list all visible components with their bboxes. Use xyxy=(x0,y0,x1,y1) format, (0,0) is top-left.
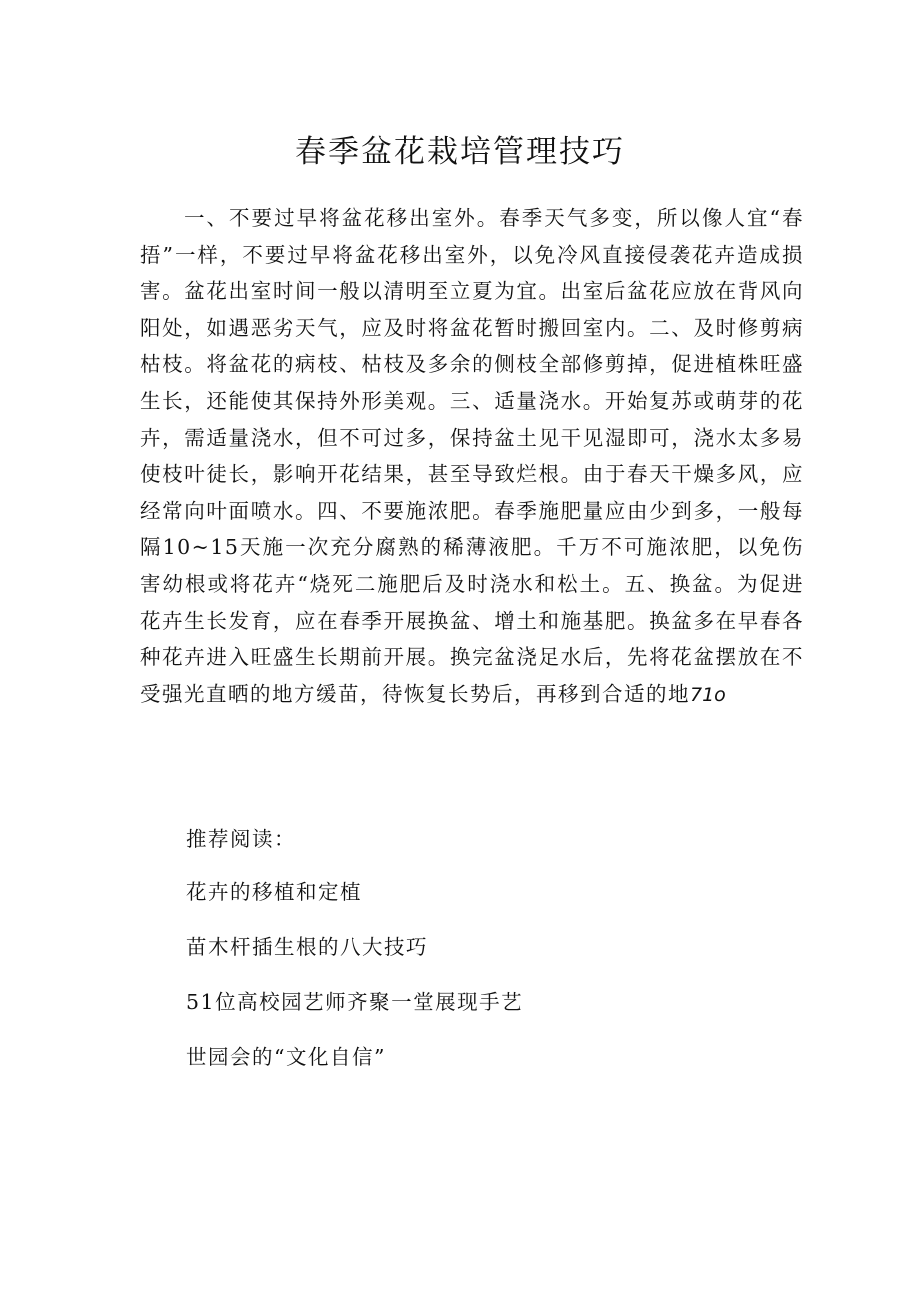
recommended-link-3[interactable]: 51位高校园艺师齐聚一堂展现手艺 xyxy=(186,990,524,1014)
recommended-heading: 推荐阅读： xyxy=(186,827,296,851)
article-body-tail: 71o xyxy=(690,683,726,706)
recommended-link-1[interactable]: 花卉的移植和定植 xyxy=(186,880,362,904)
article-body-text: 一、不要过早将盆花移出室外。春季天气多变，所以像人宜“春捂”一样，不要过早将盆花移出室外，以免冷风直接侵袭花卉造成损害。盆花出室时间一般以清明至立夏为宜。出室后盆花应放在背风向阳处，如遇恶劣天气，应及时将盆花暂时搬回室内。二、及时修剪病枯枝。将盆花的病枝、枯枝及多余的侧枝全部修剪掉，促进植株旺盛生长，还能使其保持外形美观。三、适量浇水。开始复苏或萌芽的花卉，需适量浇水，但不可过多，保持盆土见干见湿即可，浇水太多易使枝叶徒长，影响开花结果，甚至导致烂根。由于春天干燥多风，应经常向叶面喷水。四、不要施浓肥。春季施肥量应由少到多，一般每隔10~15天施一次充分腐熟的稀薄液肥。千万不可施浓肥，以免伤害幼根或将花卉“烧死二施肥后及时浇水和松土。五、换盆。为促进花卉生长发育，应在春季开展换盆、增土和施基肥。换盆多在早春各种花卉进入旺盛生长期前开展。换完盆浇足水后，先将花盆摆放在不受强光直晒的地方缓苗，待恢复长势后，再移到合适的地 xyxy=(140,206,804,706)
article-body xyxy=(140,200,804,713)
recommended-link-2[interactable]: 苗木杆插生根的八大技巧 xyxy=(186,935,428,959)
recommended-link-4[interactable]: 世园会的“文化自信” xyxy=(186,1045,386,1069)
page-title: 春季盆花栽培管理技巧 xyxy=(295,134,625,170)
